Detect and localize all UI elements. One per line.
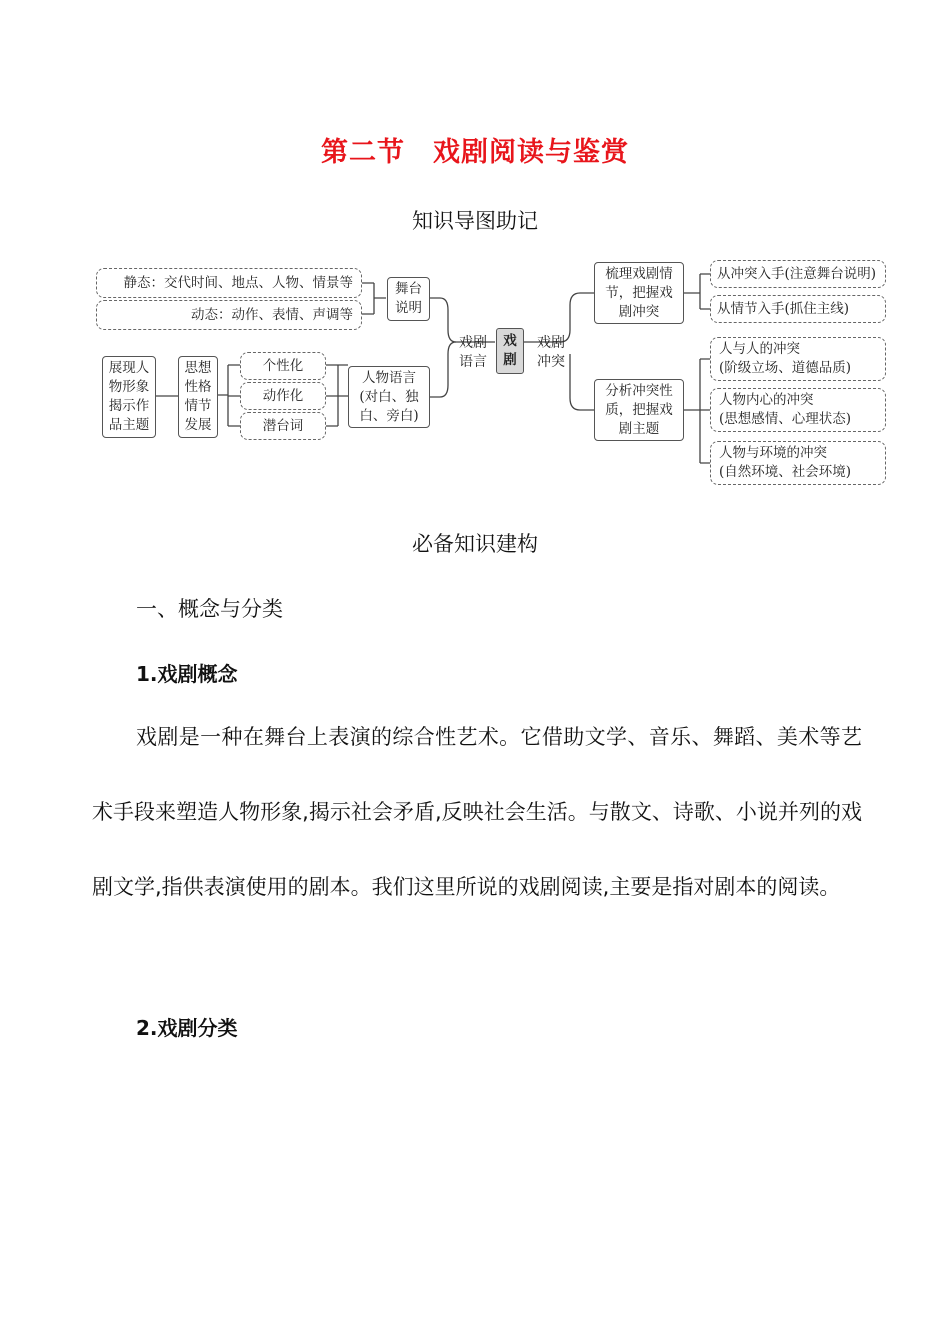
drama-conflict-label: 戏剧 冲突: [537, 335, 565, 370]
purpose-node: 展现人 物形象 揭示作 品主题: [102, 356, 156, 438]
stage-static-node: 静态：交代时间、地点、人物、情景等: [96, 268, 362, 298]
trait-subtext-node: 潜台词: [240, 412, 326, 440]
conflict-inner-node: 人物内心的冲突 (思想感情、心理状态): [710, 388, 886, 432]
analyze-conflict-node: 分析冲突性 质，把握戏 剧主题: [594, 379, 684, 441]
page-title: 第二节 戏剧阅读与鉴赏: [321, 137, 629, 168]
sort-item-plot-node: 从情节入手(抓住主线): [710, 295, 886, 323]
drama-language-label: 戏剧 语言: [459, 335, 487, 370]
trait-action-node: 动作化: [240, 382, 326, 410]
paragraph-drama-concept: 戏剧是一种在舞台上表演的综合性艺术。它借助文学、音乐、舞蹈、美术等艺术手段来塑造人物形象,揭示社会矛盾,反映社会生活。与散文、诗歌、小说并列的戏剧文学,指供表演使用的剧本。我们这里所说的戏剧阅读,主要是指对剧本的阅读。: [92, 725, 862, 899]
trait-individualized-node: 个性化: [240, 352, 326, 380]
subheading-drama-concept: 1.戏剧概念: [136, 662, 238, 686]
mind-map: [90, 250, 890, 490]
mindmap-heading: 知识导图助记: [412, 209, 538, 233]
stage-dynamic-node: 动态：动作、表情、声调等: [96, 300, 362, 330]
sort-conflict-node: 梳理戏剧情 节，把握戏 剧冲突: [594, 262, 684, 324]
character-language-node: 人物语言 (对白、独 白、旁白): [348, 366, 430, 428]
knowledge-heading: 必备知识建构: [412, 532, 538, 556]
conflict-environment-node: 人物与环境的冲突 (自然环境、社会环境): [710, 441, 886, 485]
stage-description-node: 舞台 说明: [387, 277, 430, 321]
drama-core-node: 戏 剧: [496, 328, 524, 374]
section-heading-concepts: 一、概念与分类: [136, 597, 283, 621]
functions-node: 思想 性格 情节 发展: [178, 356, 218, 438]
subheading-drama-classification: 2.戏剧分类: [136, 1016, 238, 1040]
sort-item-conflict-node: 从冲突入手(注意舞台说明): [710, 260, 886, 288]
conflict-person-person-node: 人与人的冲突 (阶级立场、道德品质): [710, 337, 886, 381]
